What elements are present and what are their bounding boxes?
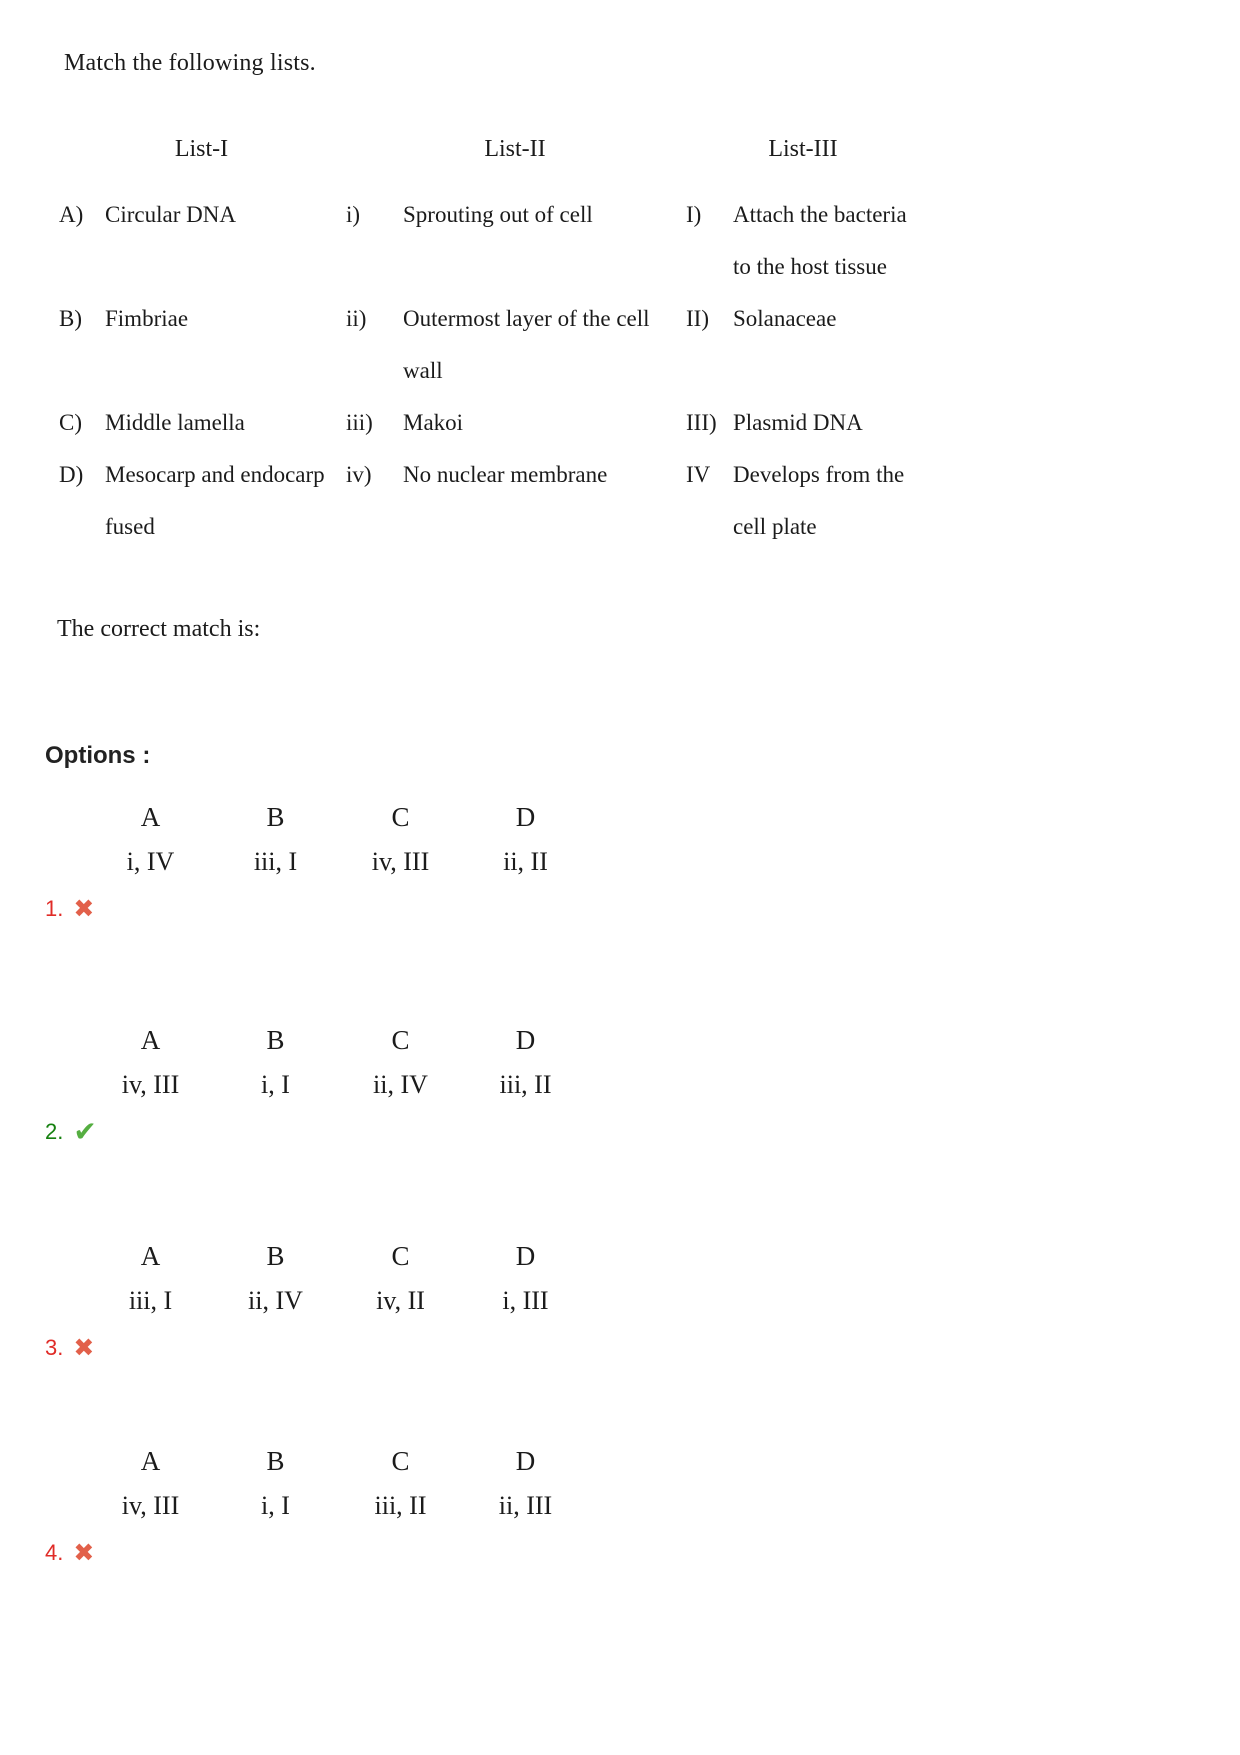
match-key: i) — [346, 202, 361, 227]
option-number: 4. — [45, 1540, 64, 1565]
match-text: Plasmid DNA — [733, 410, 863, 435]
option-value: ii, III — [498, 1491, 553, 1520]
option-column-header: C — [391, 1446, 410, 1476]
option-3-grid — [88, 1236, 588, 1322]
option-3[interactable] — [0, 1236, 720, 1416]
option-number: 3. — [45, 1335, 64, 1360]
match-key: III) — [686, 410, 717, 435]
match-text: Outermost layer of the cell wall — [403, 306, 650, 383]
match-key: C) — [59, 410, 82, 435]
match-text: Mesocarp and endocarp fused — [105, 462, 325, 539]
match-text: Attach the bacteria to the host tissue — [733, 202, 907, 279]
option-column-header: D — [515, 1025, 536, 1055]
match-text: Circular DNA — [105, 202, 236, 227]
match-text: Sprouting out of cell — [403, 202, 593, 227]
option-value: i, III — [502, 1286, 549, 1315]
option-value: iii, II — [499, 1070, 552, 1099]
match-key: iii) — [346, 410, 373, 435]
option-column-header: A — [140, 1446, 161, 1476]
match-key: A) — [59, 202, 84, 227]
option-value: iv, III — [121, 1070, 180, 1099]
option-value: i, I — [261, 1070, 290, 1099]
match-text: No nuclear membrane — [403, 462, 608, 487]
match-key: ii) — [346, 306, 367, 331]
match-text: Develops from the cell plate — [733, 462, 905, 539]
option-number: 2. — [45, 1119, 64, 1144]
match-text: Fimbriae — [105, 306, 189, 331]
incorrect-icon: ✖ — [73, 1333, 95, 1362]
match-key: iv) — [346, 462, 372, 487]
option-column-header: D — [515, 1446, 536, 1476]
option-4-grid — [88, 1441, 588, 1527]
option-column-header: C — [391, 1025, 410, 1055]
option-column-header: A — [140, 1025, 161, 1055]
option-1[interactable] — [0, 797, 720, 977]
match-table — [58, 136, 921, 553]
match-table-header-list1: List-I — [174, 136, 229, 162]
option-value: iii, I — [253, 847, 298, 876]
option-column-header: A — [140, 802, 161, 832]
option-3-result — [45, 1331, 94, 1365]
option-column-header: B — [266, 1446, 285, 1476]
match-key: I) — [686, 202, 702, 227]
option-column-header: C — [391, 1241, 410, 1271]
option-value: i, IV — [126, 847, 175, 876]
match-text: Solanaceae — [733, 306, 837, 331]
option-value: iv, II — [376, 1286, 425, 1315]
question-prompt: Match the following lists. — [64, 50, 316, 76]
option-1-result — [45, 892, 94, 926]
match-key: D) — [59, 462, 84, 487]
match-text: Middle lamella — [105, 410, 245, 435]
match-table-header-list3: List-III — [768, 136, 838, 162]
option-2[interactable] — [0, 1020, 720, 1200]
option-value: ii, II — [503, 847, 548, 876]
option-column-header: B — [266, 802, 285, 832]
correct-icon: ✔ — [73, 1116, 97, 1147]
option-value: ii, IV — [248, 1286, 303, 1315]
option-value: ii, IV — [373, 1070, 428, 1099]
option-column-header: C — [391, 802, 410, 832]
option-value: iii, I — [128, 1286, 173, 1315]
option-column-header: D — [515, 1241, 536, 1271]
option-1-grid — [88, 797, 588, 883]
option-column-header: B — [266, 1025, 285, 1055]
option-2-grid — [88, 1020, 588, 1106]
option-column-header: A — [140, 1241, 161, 1271]
option-4-result — [45, 1536, 94, 1570]
match-key: IV — [686, 462, 711, 487]
options-label: Options : — [45, 742, 151, 769]
match-table-header-list2: List-II — [484, 136, 546, 162]
match-key: B) — [59, 306, 82, 331]
option-4[interactable] — [0, 1441, 720, 1621]
option-value: iv, III — [371, 847, 430, 876]
option-column-header: B — [266, 1241, 285, 1271]
correct-match-line: The correct match is: — [57, 616, 261, 642]
incorrect-icon: ✖ — [73, 894, 95, 923]
option-2-result — [45, 1115, 97, 1149]
match-key: II) — [686, 306, 709, 331]
option-value: iii, II — [374, 1491, 427, 1520]
option-value: iv, III — [121, 1491, 180, 1520]
option-number: 1. — [45, 896, 64, 921]
option-value: i, I — [261, 1491, 290, 1520]
incorrect-icon: ✖ — [73, 1538, 95, 1567]
match-text: Makoi — [403, 410, 464, 435]
option-column-header: D — [515, 802, 536, 832]
